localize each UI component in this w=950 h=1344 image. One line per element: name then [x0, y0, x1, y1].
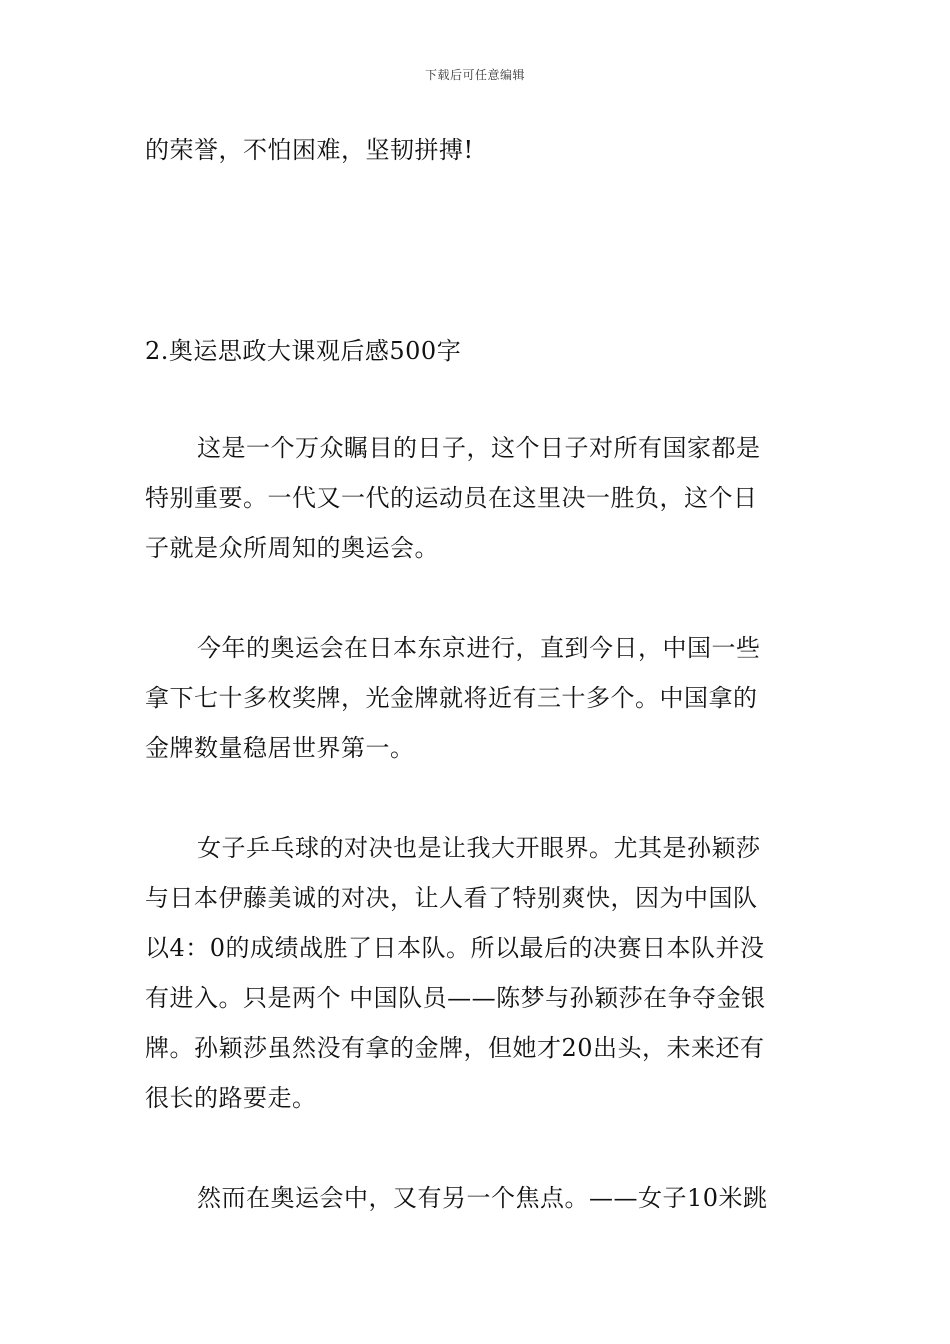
paragraph-3-line-1: 女子乒乓球的对决也是让我大开眼界。尤其是孙颖莎	[197, 834, 761, 862]
paragraph-3-line-3: 以4：0的成绩战胜了日本队。所以最后的决赛日本队并没	[145, 934, 765, 962]
header-note: 下载后可任意编辑	[424, 68, 525, 82]
paragraph-1-line-2: 特别重要。一代又一代的运动员在这里决一胜负，这个日	[145, 484, 758, 512]
paragraph-3-line-2: 与日本伊藤美诚的对决，让人看了特别爽快，因为中国队	[145, 884, 758, 912]
paragraph-1-line-3: 子就是众所周知的奥运会。	[145, 534, 439, 562]
section-heading: 2.奥运思政大课观后感500字	[145, 337, 462, 365]
paragraph-3-line-4: 有进入。只是两个 中国队员——陈梦与孙颖莎在争夺金银	[145, 984, 766, 1012]
paragraph-3-line-5: 牌。孙颖莎虽然没有拿的金牌，但她才20出头，未来还有	[145, 1034, 765, 1062]
paragraph-2-line-3: 金牌数量稳居世界第一。	[145, 734, 415, 762]
body-line: 的荣誉，不怕困难，坚韧拼搏!	[145, 136, 474, 164]
paragraph-3-line-6: 很长的路要走。	[145, 1084, 317, 1112]
paragraph-4-line-1: 然而在奥运会中，又有另一个焦点。——女子10米跳	[197, 1184, 768, 1212]
paragraph-2-line-2: 拿下七十多枚奖牌，光金牌就将近有三十多个。中国拿的	[145, 684, 758, 712]
paragraph-2-line-1: 今年的奥运会在日本东京进行，直到今日，中国一些	[197, 634, 761, 662]
paragraph-1-line-1: 这是一个万众瞩目的日子，这个日子对所有国家都是	[197, 434, 761, 462]
